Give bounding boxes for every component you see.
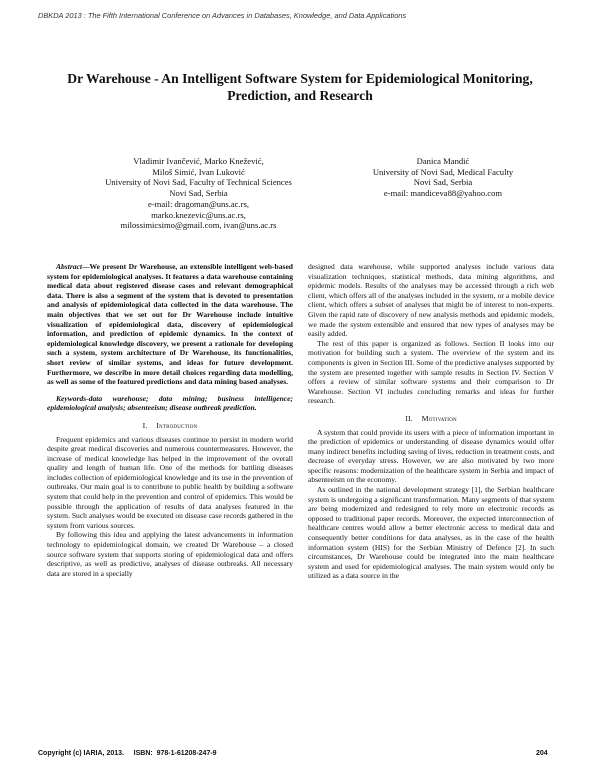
paragraph: As outlined in the national development strategy [1], the Serbian healthcare system is undergoing a significant transformation. Many segments of that system are being modernized and redesigned to rely more on electronic records as opposed to traditional paper records. Moreover, the expected interconnection of healthcare centres would allow a better electronic access to medical data and consequently better conditions for data analyses, as in the case of the health information system (HIS) for the Serbian Ministry of Defence [2]. In such circumstances, Dr Warehouse could be integrated into the main healthcare system and used for epidemiological analyses. The main system would only be utilized as a data source in the (308, 485, 554, 581)
email-line: e-mail: mandiceva88@yahoo.com (383, 188, 503, 199)
section-number: I. (142, 420, 148, 430)
paper-title: Dr Warehouse - An Intelligent Software System for Epidemiological Monitoring, Prediction, and Research (67, 71, 533, 103)
author-line: Miloš Simić, Ivan Luković (152, 166, 245, 177)
paragraph: designed data warehouse, while supported analyses include various data visualization techniques, statistical methods, data mining algorithms, and epidemic models. Results of the analyses may be accessed through a rich web client, which offers all of the analyses included in the system, or a mobile device client, which offers a subset of analyses that might be of interest to non-experts. Given the rapid rate of discovery of new analysis methods and epidemic models, we made the system extensible and ensured that new types of analyses may be easily added. (308, 262, 554, 339)
author-block-right (349, 156, 537, 199)
footer-copyright: Copyright (c) IARIA, 2013. ISBN: 978-1-61208-247-9 (38, 750, 217, 757)
right-column (308, 262, 554, 581)
abstract-text: —We present Dr Warehouse, an extensible intelligent web-based system for epidemiological analyses. It features a data warehouse containing medical data about registered disease cases and relevant demographical data. There is also a segment of the system that is devoted to presentation and analysis of epidemiological data collected in the data warehouse. The main objectives that we set out for Dr Warehouse include intuitive visualization of epidemiological data, discovery of epidemiological information, and prediction of epidemic dynamics. In the context of epidemiological knowledge discovery, we present a rationale for developing such a system, system architecture of Dr Warehouse, its functionalities, short review of similar systems, and ideas for future development. Furthermore, we describe in more detail choices regarding data modelling, as well as some of the featured predictions and data mining based analyses. (47, 262, 293, 387)
affiliation-line: University of Novi Sad, Faculty of Technical Sciences (105, 177, 292, 188)
abstract-label: Abstract (56, 262, 82, 271)
author-line: Vladimir Ivančević, Marko Knežević, (133, 156, 264, 166)
section-title: Introduction (156, 420, 198, 430)
abstract (47, 262, 293, 387)
paragraph: The rest of this paper is organized as follows. Section II looks into our motivation for building such a system. The overview of the system and its components is given in Section III. Some of the predictive analyses supported by the system are presented together with sample results in Section IV. Section V offers a review of similar software systems and their comparison to Dr Warehouse. Section VI includes concluding remarks and ideas for further research. (308, 338, 554, 406)
section-number: II. (405, 413, 413, 423)
affiliation-line: University of Novi Sad, Medical Faculty (372, 166, 514, 177)
section-heading-motivation (308, 414, 554, 424)
paragraph: A system that could provide its users with a piece of information important in the prediction of epidemics or understanding of disease dynamics would offer many indirect benefits including saving of lives, reduction in treatment costs, and decrease of everyday stress. However, we are also motivated by two more specific reasons: modernization of the healthcare system in Serbia and impact of absenteeism on the economy. (308, 427, 554, 485)
paragraph: By following this idea and applying the latest advancements in information technology to epidemiological domain, we created Dr Warehouse – a closed source software system that supports storing of epidemiological data and offers descriptive, as well as predictive, analyses of disease outbreaks. All necessary data are stored in a specially (47, 530, 293, 578)
email-line: milossimicsimo@gmail.com, ivan@uns.ac.rs (120, 220, 277, 231)
running-header: DBKDA 2013 : The Fifth International Conference on Advances in Databases, Knowledge, and Data Applications (38, 11, 407, 20)
email-line: marko.knezevic@uns.ac.rs, (151, 209, 246, 220)
affiliation-line: Novi Sad, Serbia (413, 177, 473, 188)
author-block-left (86, 156, 311, 231)
section-heading-introduction (47, 421, 293, 431)
keywords: Keywords-data warehouse; data mining; business intelligence; epidemiological analysis; absenteeism; disease outbreak prediction. (47, 393, 293, 413)
page-number: 204 (536, 750, 548, 757)
affiliation-line: Novi Sad, Serbia (169, 188, 228, 199)
section-title: Motivation (421, 413, 457, 423)
left-column (47, 262, 293, 578)
paragraph: Frequent epidemics and various diseases continue to persist in modern world despite great medical discoveries and numerous countermeasures. However, the increase of medical knowledge has helped in the improvement of the overall quality and length of human life. One of the methods for battling diseases includes collection of epidemiological knowledge and its use in the prevention of outbreaks. Our main goal is to contribute to public health by building a software system that could help in the prevention and control of epidemics. This would be possible through the application of results of data analyses featured in the system. Such analyses would be executed on disease case records gathered in the system from various sources. (47, 434, 293, 530)
author-line: Danica Mandić (416, 156, 470, 166)
email-line: e-mail: dragoman@uns.ac.rs, (148, 198, 249, 209)
